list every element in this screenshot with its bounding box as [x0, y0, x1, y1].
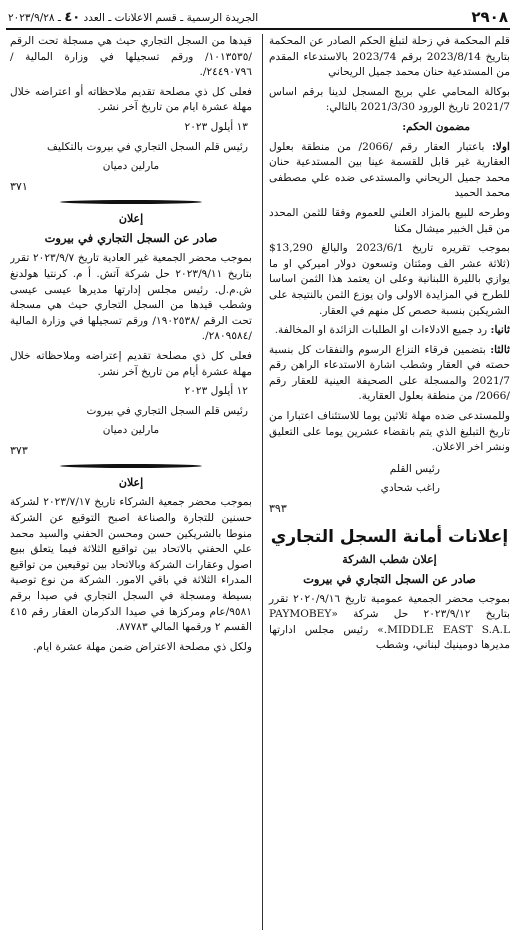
- paragraph: قيدها من السجل التجاري حيث هي مسجلة تحت الرقم /١٠١٣٥٣٥/ ورقم تسجيلها في وزارة المالية /٢٤٤٩٠٧٩٦/.: [10, 35, 252, 79]
- paragraph: بموجب محضر الجمعية عمومية تاريخ ٢٠٢٠/٩/١٦ تقرر بتاريخ ٢٠٢٣/٩/١٢ حل شركة «PAYMOBEY MIDDLE EAST S.A.L.» رئيس مجلس ادارتها مديرها دومينيك لبناني، وشطب: [269, 592, 510, 652]
- paragraph-third: [269, 343, 510, 405]
- signature-name: مارلين دميان: [102, 160, 160, 173]
- notice-heading: إعلان شطب الشركة: [342, 552, 437, 566]
- second-text: رد جميع الادلاءات او الطلبات الزائدة او المخالفة.: [274, 324, 488, 337]
- first-text: باعتبار العقار رقم /2066/ من منطقة بعلول العقارية غير قابل للقسمة عينا بين المستدعية حنان محمد جميل الريحاني والمستدعى ضده علي مصطفى محمد الحميد: [269, 140, 510, 200]
- header-date: ـ ٢٠٢٣/٩/٢٨: [8, 11, 61, 24]
- paragraph: وطرحه للبيع بالمزاد العلني للعموم وفقا للثمن المحدد من قبل الخبير ميشال مكنا: [269, 206, 510, 235]
- paragraph: قلم المحكمة في زحلة لتبلغ الحكم الصادر عن المحكمة بتاريخ 2023/8/14 برقم 2023/74 بالاستدعاء المقدم من المستدعية حنان محمد جميل الريحاني: [269, 35, 510, 79]
- header-title-prefix: الجريدة الرسمية ـ قسم الاعلانات ـ العدد: [83, 11, 259, 24]
- signature-title: رئيس قلم السجل التجاري في بيروت: [86, 404, 248, 417]
- left-column: [10, 34, 258, 930]
- columns: [6, 34, 510, 930]
- notice-heading: إعلان: [118, 476, 144, 490]
- paragraph-first: [269, 140, 510, 202]
- page-number: ٢٩٠٨: [471, 8, 508, 26]
- ruling-label: مضمون الحكم:: [402, 120, 470, 133]
- paragraph-second: [269, 323, 510, 339]
- notice-subheading: صادر عن السجل التجاري في بيروت: [303, 571, 476, 586]
- ornament-divider: [60, 464, 202, 468]
- first-label: اولا:: [491, 140, 510, 153]
- third-label: ثالثا:: [490, 343, 510, 356]
- section-title: إعلانات أمانة السجل التجاري: [270, 526, 509, 547]
- paragraph: فعلى كل ذي مصلحة تقديم إعتراضه وملاحظاته خلال مهلة عشرة أيام من تاريخ آخر نشر.: [10, 349, 252, 378]
- signature-title: رئيس القلم: [389, 462, 440, 475]
- notice-number: ٣٩٣: [269, 502, 287, 516]
- paragraph: بموجب تقريره تاريخ 2023/6/1 والبالغ 13,290$ (ثلاثة عشر الف ومئتان وتسعون دولار اميركي او ما يوازي بالليرة اللبنانية وعلى ان يعتمد هذا الثمن اساسا للطرح في المزايدة الاولى وان يوزع الثمن بالنتيجة على الشريكين بنسبة حصص كل منهم في العقار.: [269, 242, 510, 317]
- header-title: [8, 10, 258, 25]
- second-label: ثانيا:: [490, 324, 510, 337]
- signature-name: راغب شحادي: [380, 482, 440, 495]
- paragraph: بموجب محضر جمعية الشركاء تاريخ ٢٠٢٣/٧/١٧ لشركة حسنين للتجارة والصناعة اصبح التوقيع عن الشركة منوطا بالشريكين حسن ومحسن الحفني والسيد محمد علي الحفني بالاتحاد بين تواقيع الثلاثة فيما يتعلق ببيع اصول وعقارات الشركة وبالاتحاد بين توقيعين من تواقيع المدراء الثلاثة في باقي الامور. الشركة من نوع توصية بسيطة ومسجلة في السجل التجاري في صيدا برقم ٩٥٨١/عام ومركزها في صيدا الدكرمان العقار رقم ٤١٥ القسم ٢ ورقمها المالي ٨٧٧٨٣.: [10, 496, 252, 634]
- date-line: ١٣ أيلول ٢٠٢٣: [184, 120, 248, 133]
- paragraph: وللمستدعى ضده مهلة ثلاثين يوما للاستئناف اعتبارا من تاريخ التبليغ الذي يتم بانقضاء عشرين يوما على التعليق ونشر اخر الاعلان.: [269, 410, 510, 454]
- right-column: [262, 34, 510, 930]
- date-line: ١٢ أيلول ٢٠٢٣: [184, 385, 248, 398]
- notice-subheading: صادر عن السجل التجاري في بيروت: [44, 231, 218, 246]
- signature-title: رئيس قلم السجل التجاري في بيروت بالتكليف: [46, 140, 248, 153]
- issue-number: ٤٠: [64, 9, 81, 25]
- paragraph: ولكل ذي مصلحة الاعتراض ضمن مهلة عشرة ايام.: [33, 640, 252, 653]
- page-header: [6, 6, 510, 30]
- ornament-divider: [60, 200, 202, 204]
- notice-number: ٣٧١: [10, 179, 28, 193]
- paragraph: بوكالة المحامي علي بريج المسجل لدينا برقم اساس 2021/7 تاريخ الورود 2021/3/30 بالتالي:: [269, 85, 510, 114]
- notice-number: ٣٧٣: [10, 443, 28, 457]
- paragraph: بموجب محضر الجمعية غير العادية تاريخ ٢٠٢٣/٩/٧ تقرر بتاريخ ٢٠٢٣/٩/١١ حل شركة آتش. أ م. كرنتيا هولدنغ ش.م.ل. رئيس مجلس إدارتها مديرها عيسى عيسى وشطب قيدها من السجل التجاري حيث هي مسجلة تحت الرقم /١٩٠٢٥٣٨/ ورقم تسجيلها في وزارة المالية /٢٨٠٩٥٨٤/.: [10, 252, 252, 343]
- notice-heading: إعلان: [118, 212, 144, 226]
- signature-name: مارلين دميان: [102, 424, 160, 437]
- third-text: بتضمين فرقاء النزاع الرسوم والنفقات كل بنسبة حصته في العقار وشطب اشارة الاستدعاء الراهن رقم 2021/7 والمسجلة على الصحيفة العينية للعقار رقم /2066/ من منطقة بعلول العقارية.: [269, 343, 510, 403]
- paragraph: فعلى كل ذي مصلحة تقديم ملاحظاته أو اعتراضه خلال مهلة عشرة ايام من تاريخ آخر نشر.: [10, 85, 252, 114]
